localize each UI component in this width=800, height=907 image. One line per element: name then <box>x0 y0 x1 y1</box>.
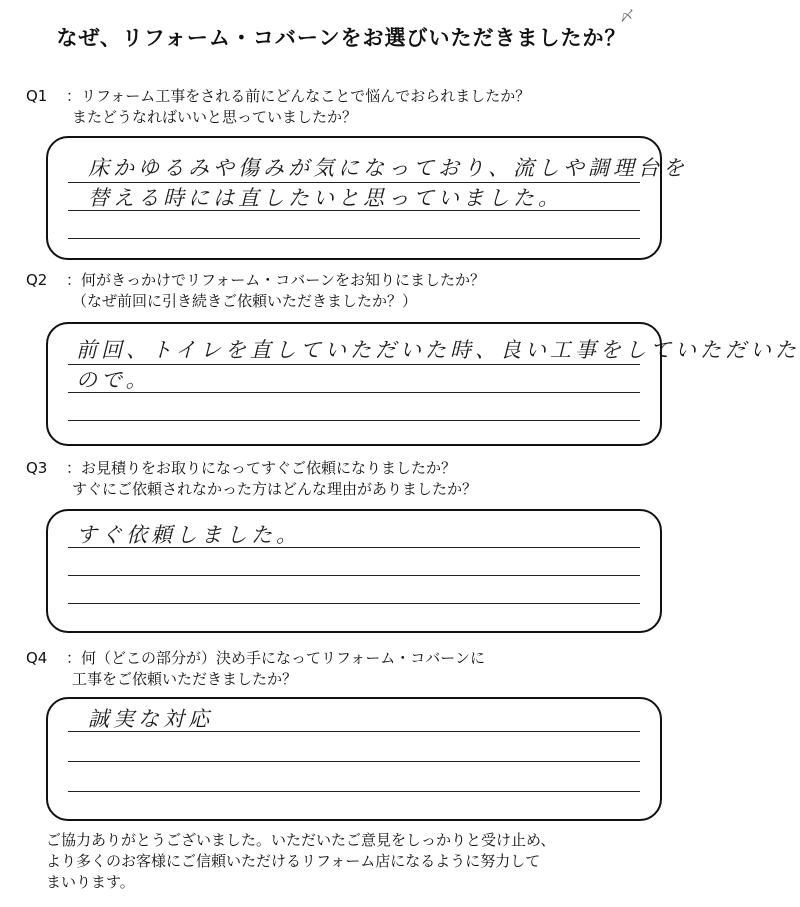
answer-box-4 <box>46 697 662 821</box>
question-text-line1: ：リフォーム工事をされる前にどんなことで悩んでおられましたか？ <box>66 87 531 105</box>
answer-line <box>68 420 640 421</box>
answer-box-3 <box>46 509 662 633</box>
closing-message-line2: より多くのお客様にご信頼いただけるリフォーム店になるように努力して <box>46 852 541 870</box>
question-2 <box>26 270 485 312</box>
closing-message-line3: まいります。 <box>46 873 135 891</box>
handwritten-answer-line2: ので。 <box>76 368 151 392</box>
answer-line <box>68 392 640 393</box>
question-1 <box>26 86 530 128</box>
handwritten-answer-line1: 床かゆるみや傷みが気になっており、流しや調理台を <box>88 156 688 180</box>
handwritten-answer-line1: すぐ依頼しました。 <box>76 523 301 547</box>
closing-message-line1: ご協力ありがとうございました。いただいたご意見をしっかりと受け止め、 <box>46 831 556 849</box>
answer-box-1 <box>46 136 688 260</box>
corner-mark: 〆 <box>620 9 634 25</box>
question-text-line2: すぐにご依頼されなかった方はどんな理由がありましたか？ <box>72 480 478 498</box>
question-text-line1: ：何がきっかけでリフォーム・コバーンをお知りにましたか？ <box>66 271 485 289</box>
handwritten-answer-line2: 替える時には直したいと思っていました。 <box>88 186 563 210</box>
closing-message <box>46 830 555 893</box>
question-text-line2: 工事をご依頼いただきましたか？ <box>72 670 298 688</box>
answer-box-2 <box>46 322 800 446</box>
question-text-line1: ：何（どこの部分が）決め手になってリフォーム・コバーンに <box>66 649 485 667</box>
question-text-line2: またどうなればいいと思っていましたか？ <box>72 108 358 126</box>
answer-line <box>68 603 640 604</box>
question-number: Q4 <box>26 649 48 667</box>
answer-line <box>68 364 640 365</box>
handwritten-answer-line1: 前回、トイレを直していただいた時、良い工事をしていただいた <box>76 338 800 362</box>
question-text-line1: ：お見積りをお取りになってすぐご依頼になりましたか？ <box>66 459 457 477</box>
answer-line <box>68 575 640 576</box>
question-number: Q1 <box>26 87 48 105</box>
question-number: Q3 <box>26 459 48 477</box>
question-3 <box>26 458 477 500</box>
page-title: なぜ、リフォーム・コバーンをお選びいただきましたか？ <box>56 26 627 50</box>
question-number: Q2 <box>26 271 48 289</box>
handwritten-answer-line1: 誠実な対応 <box>88 707 213 731</box>
answer-line <box>68 761 640 762</box>
question-4 <box>26 648 485 690</box>
question-text-line2: （なぜ前回に引き続きご依頼いただきましたか？） <box>72 292 418 310</box>
answer-line <box>68 238 640 239</box>
answer-line <box>68 791 640 792</box>
